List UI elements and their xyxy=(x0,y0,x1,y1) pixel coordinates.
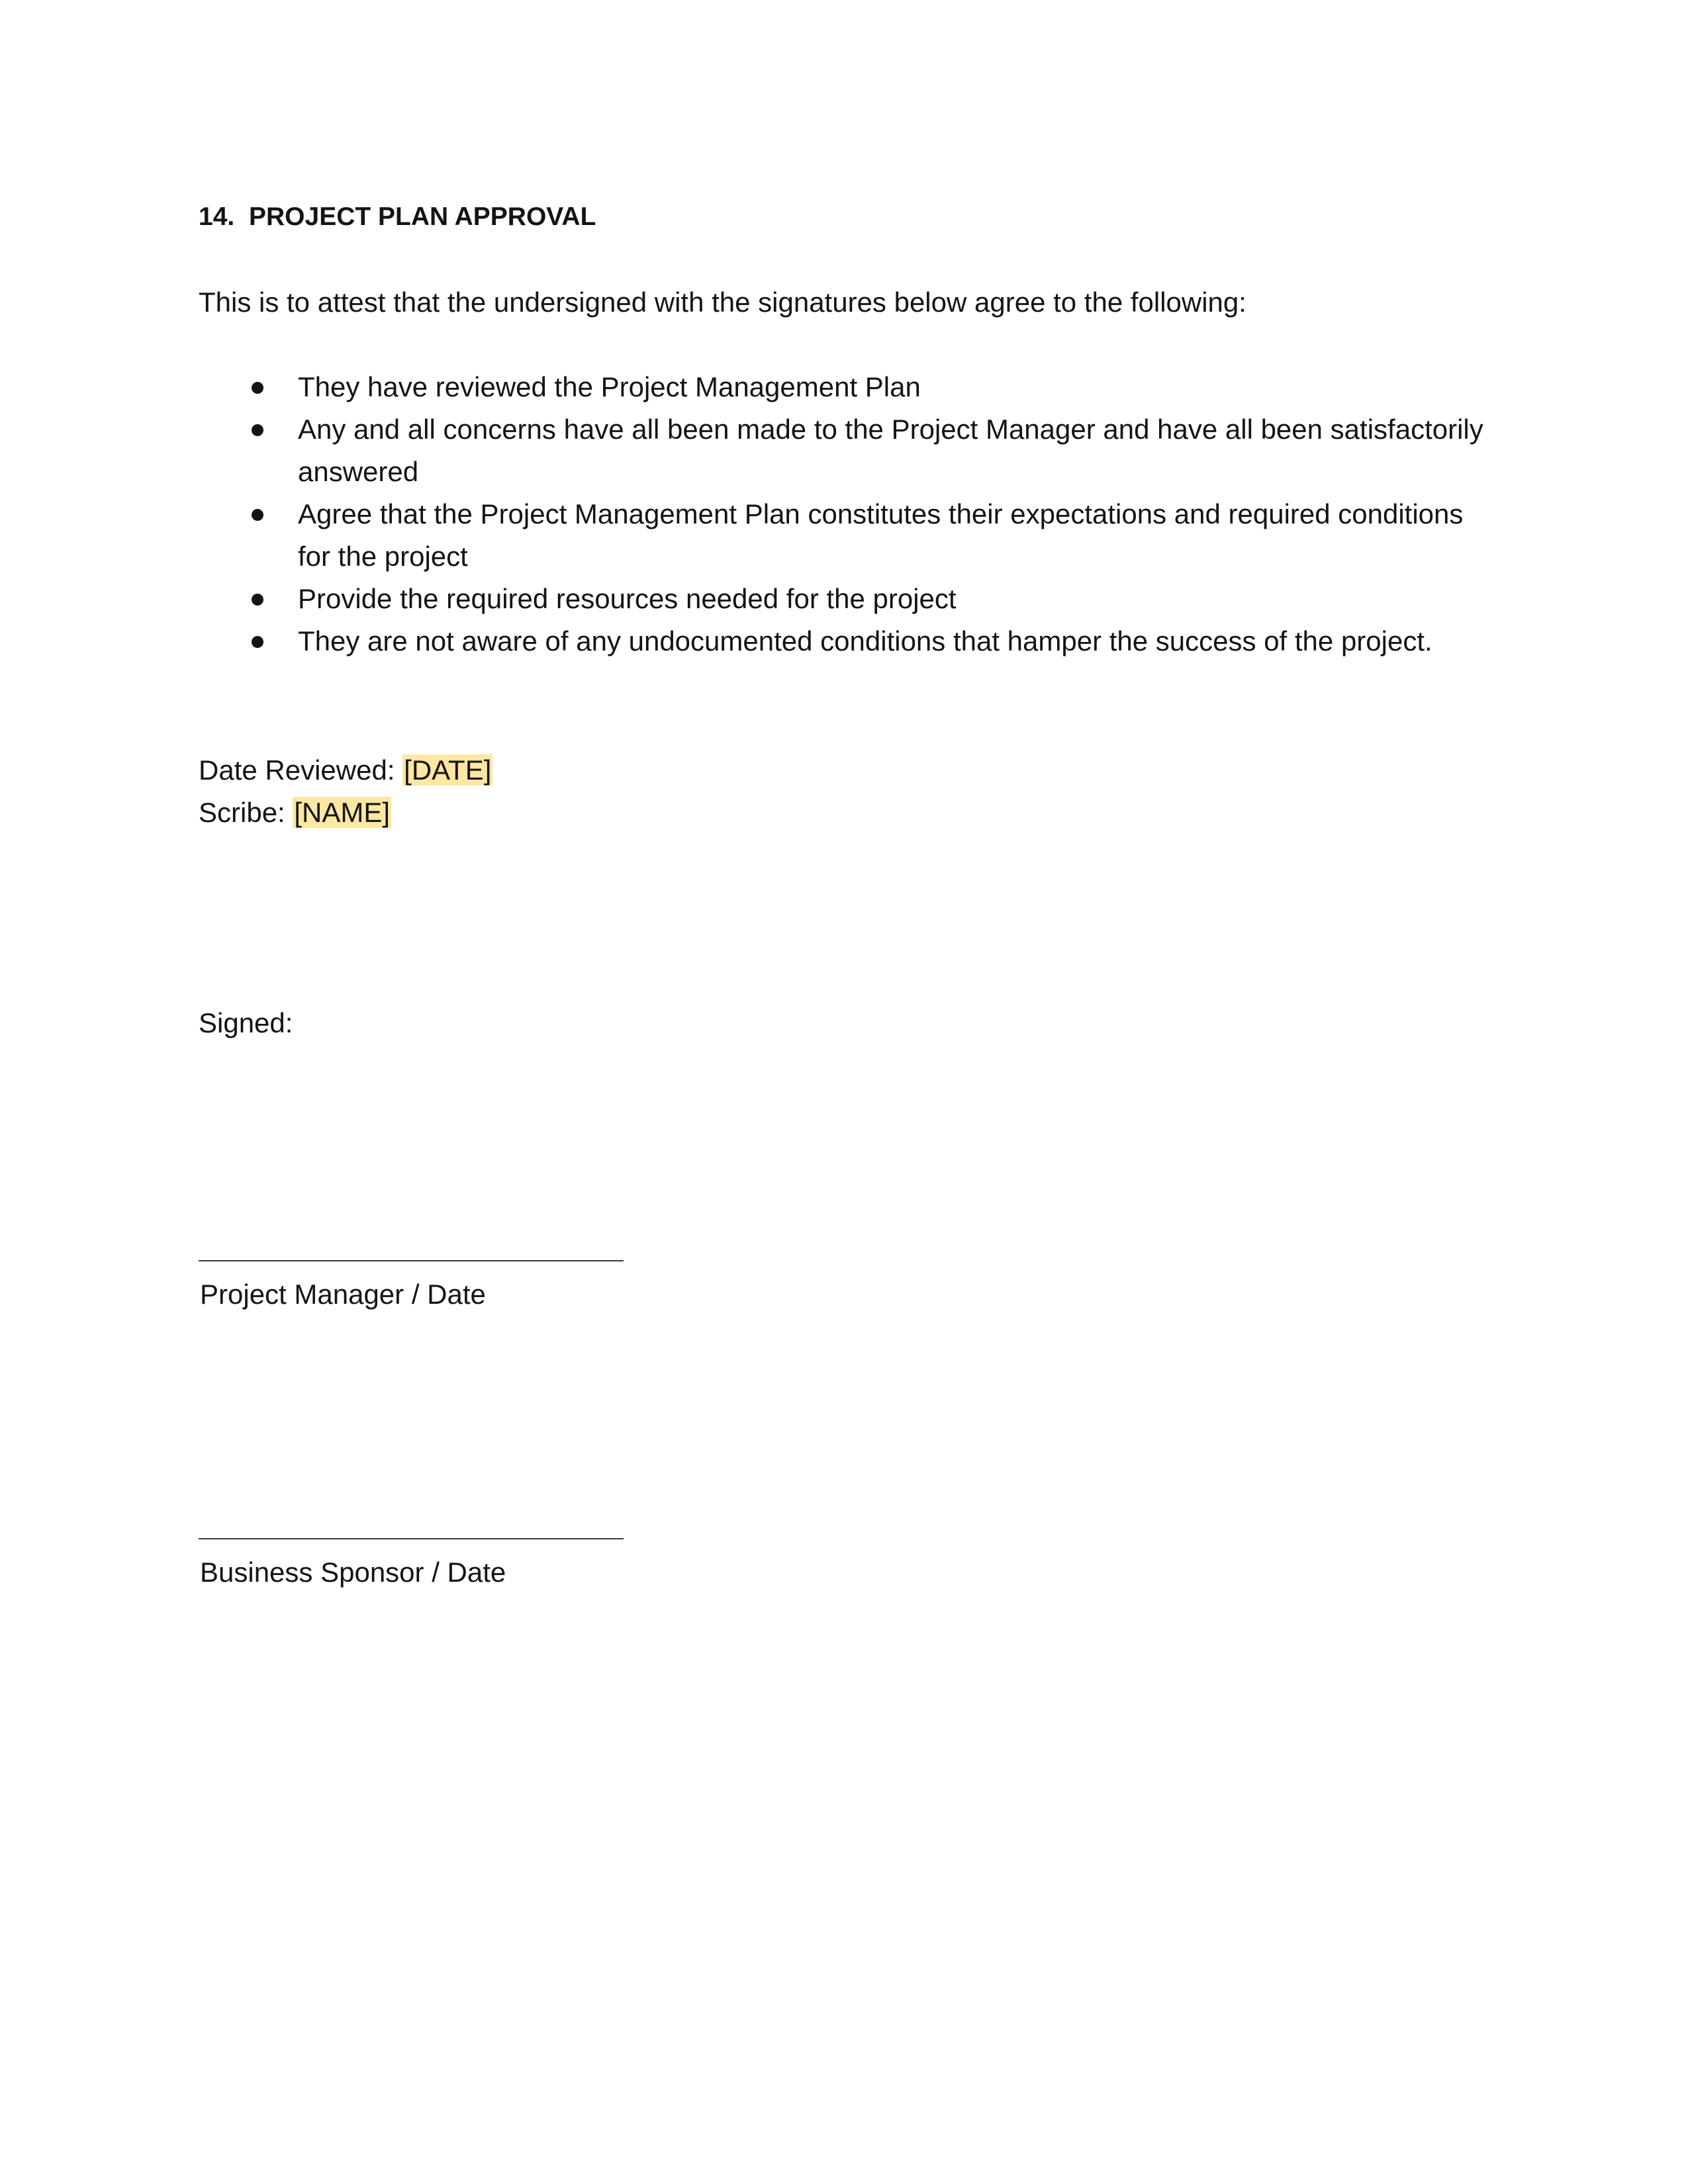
section-title: PROJECT PLAN APPROVAL xyxy=(249,203,596,231)
bullet-icon xyxy=(252,509,263,521)
list-item xyxy=(199,366,1496,408)
list-item-text: Agree that the Project Management Plan constitutes their expectations and required conditions for the project xyxy=(298,498,1464,572)
list-item-text: They are not aware of any undocumented conditions that hamper the success of the project. xyxy=(298,625,1432,657)
scribe-label: Scribe: xyxy=(199,797,285,828)
bullet-icon xyxy=(252,636,263,648)
date-reviewed-label: Date Reviewed: xyxy=(199,754,395,786)
list-item-text: Provide the required resources needed for the project xyxy=(298,583,957,614)
signed-label: Signed: xyxy=(199,1007,293,1038)
project-manager-signature-label: Project Manager / Date xyxy=(200,1279,486,1310)
list-item xyxy=(199,578,1496,620)
list-item xyxy=(199,408,1496,493)
section-heading xyxy=(199,199,596,236)
date-reviewed-row xyxy=(199,749,492,792)
list-item xyxy=(199,493,1496,578)
section-number: 14. xyxy=(199,203,235,231)
scribe-row xyxy=(199,792,391,834)
project-manager-signature-line xyxy=(199,1260,624,1261)
intro-paragraph: This is to attest that the undersigned with the signatures below agree to the following: xyxy=(199,287,1246,318)
agreement-list xyxy=(199,366,1496,662)
business-sponsor-signature-label: Business Sponsor / Date xyxy=(200,1557,506,1588)
list-item-text: They have reviewed the Project Management Plan xyxy=(298,371,921,402)
date-reviewed-value: [DATE] xyxy=(404,754,492,786)
list-item xyxy=(199,620,1496,662)
list-item-text: Any and all concerns have all been made to the Project Manager and have all been satisfactorily answered xyxy=(298,414,1483,487)
scribe-value: [NAME] xyxy=(294,797,391,828)
bullet-icon xyxy=(252,382,263,394)
business-sponsor-signature-line xyxy=(199,1538,624,1539)
bullet-icon xyxy=(252,594,263,606)
bullet-icon xyxy=(252,424,263,436)
